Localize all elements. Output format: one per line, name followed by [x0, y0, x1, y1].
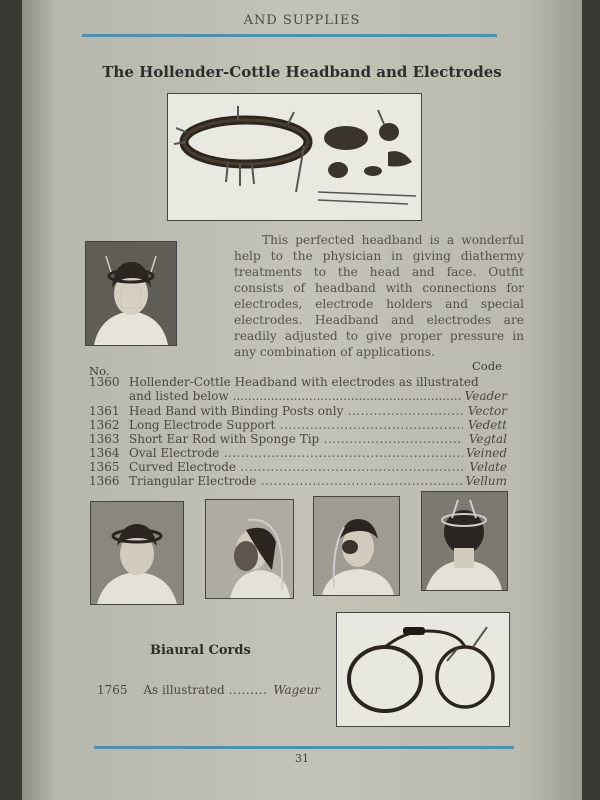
biaural-cords-photo	[336, 612, 510, 727]
page-number: 31	[295, 752, 309, 765]
description-paragraph: This perfected headband is a wonderful help to the physician in giving diathermy treatments to the head and face. Outfit consists of headband with connections for electrodes, electrode holders and special electrodes. Headband and electrodes are readily adjusted to give proper pressure in any combination of applications.	[234, 233, 524, 359]
item-code: Veined	[465, 446, 507, 460]
top-rule	[82, 34, 497, 37]
headband-drawing	[168, 94, 421, 220]
page-title: The Hollender-Cottle Headband and Electrodes	[102, 63, 502, 81]
item-number: 1360	[89, 375, 120, 389]
eye-electrode-photo	[313, 496, 400, 596]
item-description: Head Band with Binding Posts only .....	[129, 404, 463, 418]
biaural-item-number: 1765	[97, 683, 128, 697]
eye-electrode-figure	[314, 497, 399, 595]
catalog-page	[22, 0, 582, 800]
item-description: Short Ear Rod with Sponge Tip .....	[129, 432, 463, 446]
item-code: Vector	[467, 404, 507, 418]
biaural-heading: Biaural Cords	[150, 643, 251, 658]
running-head: AND SUPPLIES	[243, 13, 361, 28]
back-view-photo	[421, 491, 508, 591]
item-code: Vegtal	[468, 432, 507, 446]
biaural-item-code: Wageur	[273, 683, 320, 697]
bottom-rule	[94, 746, 514, 749]
portrait-photo	[85, 241, 177, 346]
leader-dots: .........	[228, 683, 268, 697]
item-code: Vedett	[467, 418, 507, 432]
item-description: Hollender-Cottle Headband with electrodes as illustrated	[129, 375, 479, 389]
item-description: Long Electrode Support .....	[129, 418, 463, 432]
item-code: Vellum	[465, 474, 507, 488]
front-view-photo	[90, 501, 184, 605]
item-description: Triangular Electrode .....	[129, 474, 463, 488]
item-number: 1361	[89, 404, 120, 418]
biaural-item-description: As illustrated	[143, 683, 225, 697]
back-view-figure	[422, 492, 507, 590]
item-number: 1364	[89, 446, 120, 460]
no-column-header: No.	[89, 364, 110, 378]
item-description-continuation: and listed below .....	[129, 389, 461, 403]
item-code: Veader	[464, 389, 507, 403]
front-view-figure	[91, 502, 183, 604]
side-view-figure	[206, 500, 293, 598]
code-column-header: Code	[472, 359, 502, 373]
item-description: Curved Electrode .....	[129, 460, 463, 474]
headband-photo	[167, 93, 422, 221]
item-number: 1362	[89, 418, 120, 432]
woman-with-headband-figure	[86, 242, 176, 345]
item-number: 1366	[89, 474, 120, 488]
side-view-photo	[205, 499, 294, 599]
item-description: Oval Electrode .....	[129, 446, 463, 460]
biaural-cords-drawing	[337, 613, 509, 726]
item-number: 1365	[89, 460, 120, 474]
item-code: Velate	[469, 460, 507, 474]
item-number: 1363	[89, 432, 120, 446]
biaural-item-row	[97, 683, 320, 697]
